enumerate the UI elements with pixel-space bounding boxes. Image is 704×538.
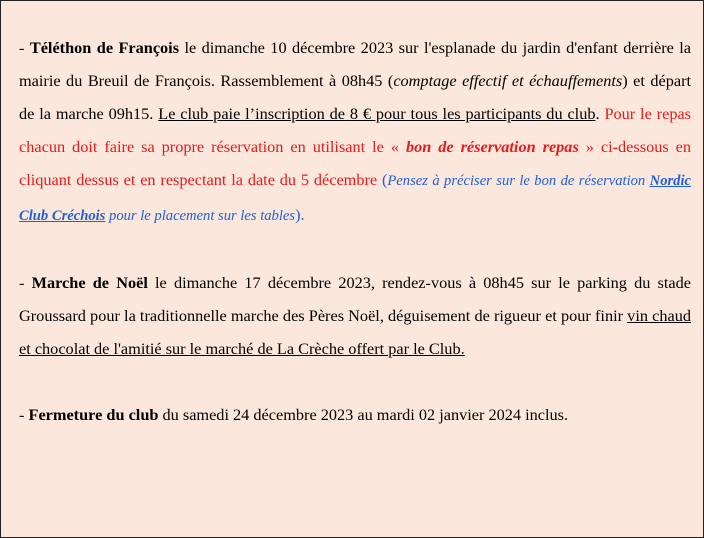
- club-closure-title: Fermeture du club: [28, 405, 159, 424]
- nordic-club-link[interactable]: Nordic Club Créchois: [19, 173, 692, 224]
- bullet-dash: -: [19, 273, 32, 292]
- christmas-walk-title: Marche de Noël: [31, 273, 148, 292]
- christmas-walk-text: le dimanche 17 décembre 2023, rendez-vous à 08h45 sur le parking du stade Groussard pour la traditionnelle marche des Pères Noël, déguisement de rigueur et pour finir: [19, 273, 691, 325]
- club-closure-text: du samedi 24 décembre 2023 au mardi 02 janvier 2024 inclus.: [158, 405, 569, 424]
- meal-reservation-deadline: » ci-dessous en cliquant dessus et en respectant la date du 5 décembre: [19, 137, 692, 189]
- telethon-italic: comptage effectif et échauffements: [393, 71, 623, 90]
- paren-open: (: [381, 170, 388, 189]
- bullet-dash: -: [19, 405, 29, 424]
- telethon-text-3: .: [595, 104, 605, 123]
- spacer: [19, 233, 691, 266]
- christmas-walk-offer: vin chaud et chocolat de l'amitié sur le marché de La Crèche offert par le Club.: [19, 306, 691, 358]
- spacer: [19, 365, 691, 398]
- christmas-walk-paragraph: [19, 266, 691, 365]
- bullet-dash: -: [19, 38, 30, 57]
- telethon-text-2: ) et départ de la marche 09h15.: [19, 71, 692, 123]
- meal-reservation-form-label[interactable]: bon de réservation repas: [405, 137, 579, 156]
- telethon-title: Téléthon de François: [29, 38, 180, 57]
- telethon-fee-note: Le club paie l’inscription de 8 € pour tous les participants du club: [158, 104, 596, 123]
- announcement-body: [19, 31, 691, 431]
- telethon-text-1: le dimanche 10 décembre 2023 sur l'esplanade du jardin d'enfant derrière la mairie du Breuil de François. Rassemblement à 08h45 (: [19, 38, 691, 90]
- club-closure-paragraph: [19, 398, 691, 431]
- paren-close: ).: [295, 205, 305, 224]
- meal-reservation-text: Pour le repas chacun doit faire sa propre réservation en utilisant le «: [19, 104, 692, 156]
- telethon-paragraph: [19, 31, 691, 233]
- reservation-hint-text-2: pour le placement sur les tables: [105, 208, 296, 224]
- reservation-hint-text: Pensez à préciser sur le bon de réservation: [387, 173, 650, 189]
